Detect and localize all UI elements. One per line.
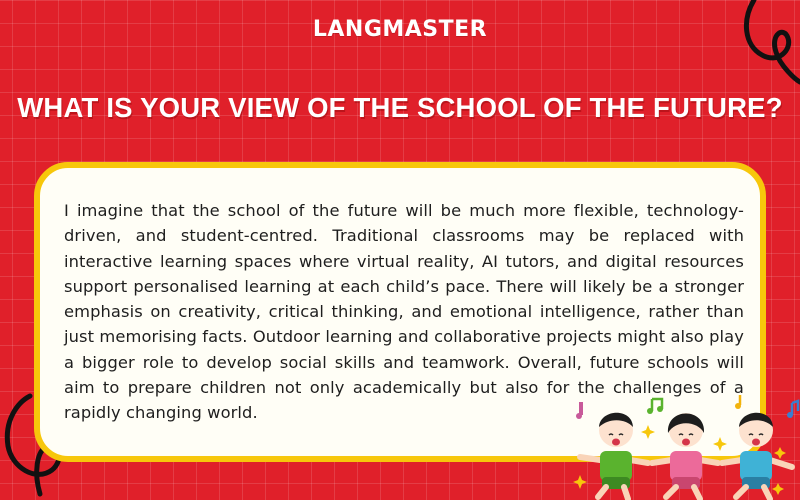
- answer-text: I imagine that the school of the future will be much more flexible, technology-driven, and student-centred. Traditional classrooms may be replaced with interactive learning spaces where virtual reality, AI tutors, and digital resources support personalised learning at each child’s pace. There will likely be a stronger emphasis on creativity, critical thinking, and emotional intelligence, rather than just memorising facts. Outdoor learning and collaborative projects might also play a bigger role to develop social skills and teamwork. Overall, future schools will aim to prepare children not only academically but also for the challenges of a rapidly changing world.: [64, 201, 744, 423]
- dancing-children-illustration-icon: [570, 395, 800, 500]
- music-note-icon: [735, 395, 741, 409]
- squiggle-decoration-icon: [740, 0, 800, 100]
- music-note-icon: [647, 399, 663, 414]
- page-title: WHAT IS YOUR VIEW OF THE SCHOOL OF THE FUTURE?: [17, 92, 783, 123]
- brand-logo: LANGMASTER: [312, 17, 488, 42]
- music-note-icon: [576, 403, 582, 419]
- music-note-icon: [787, 401, 798, 418]
